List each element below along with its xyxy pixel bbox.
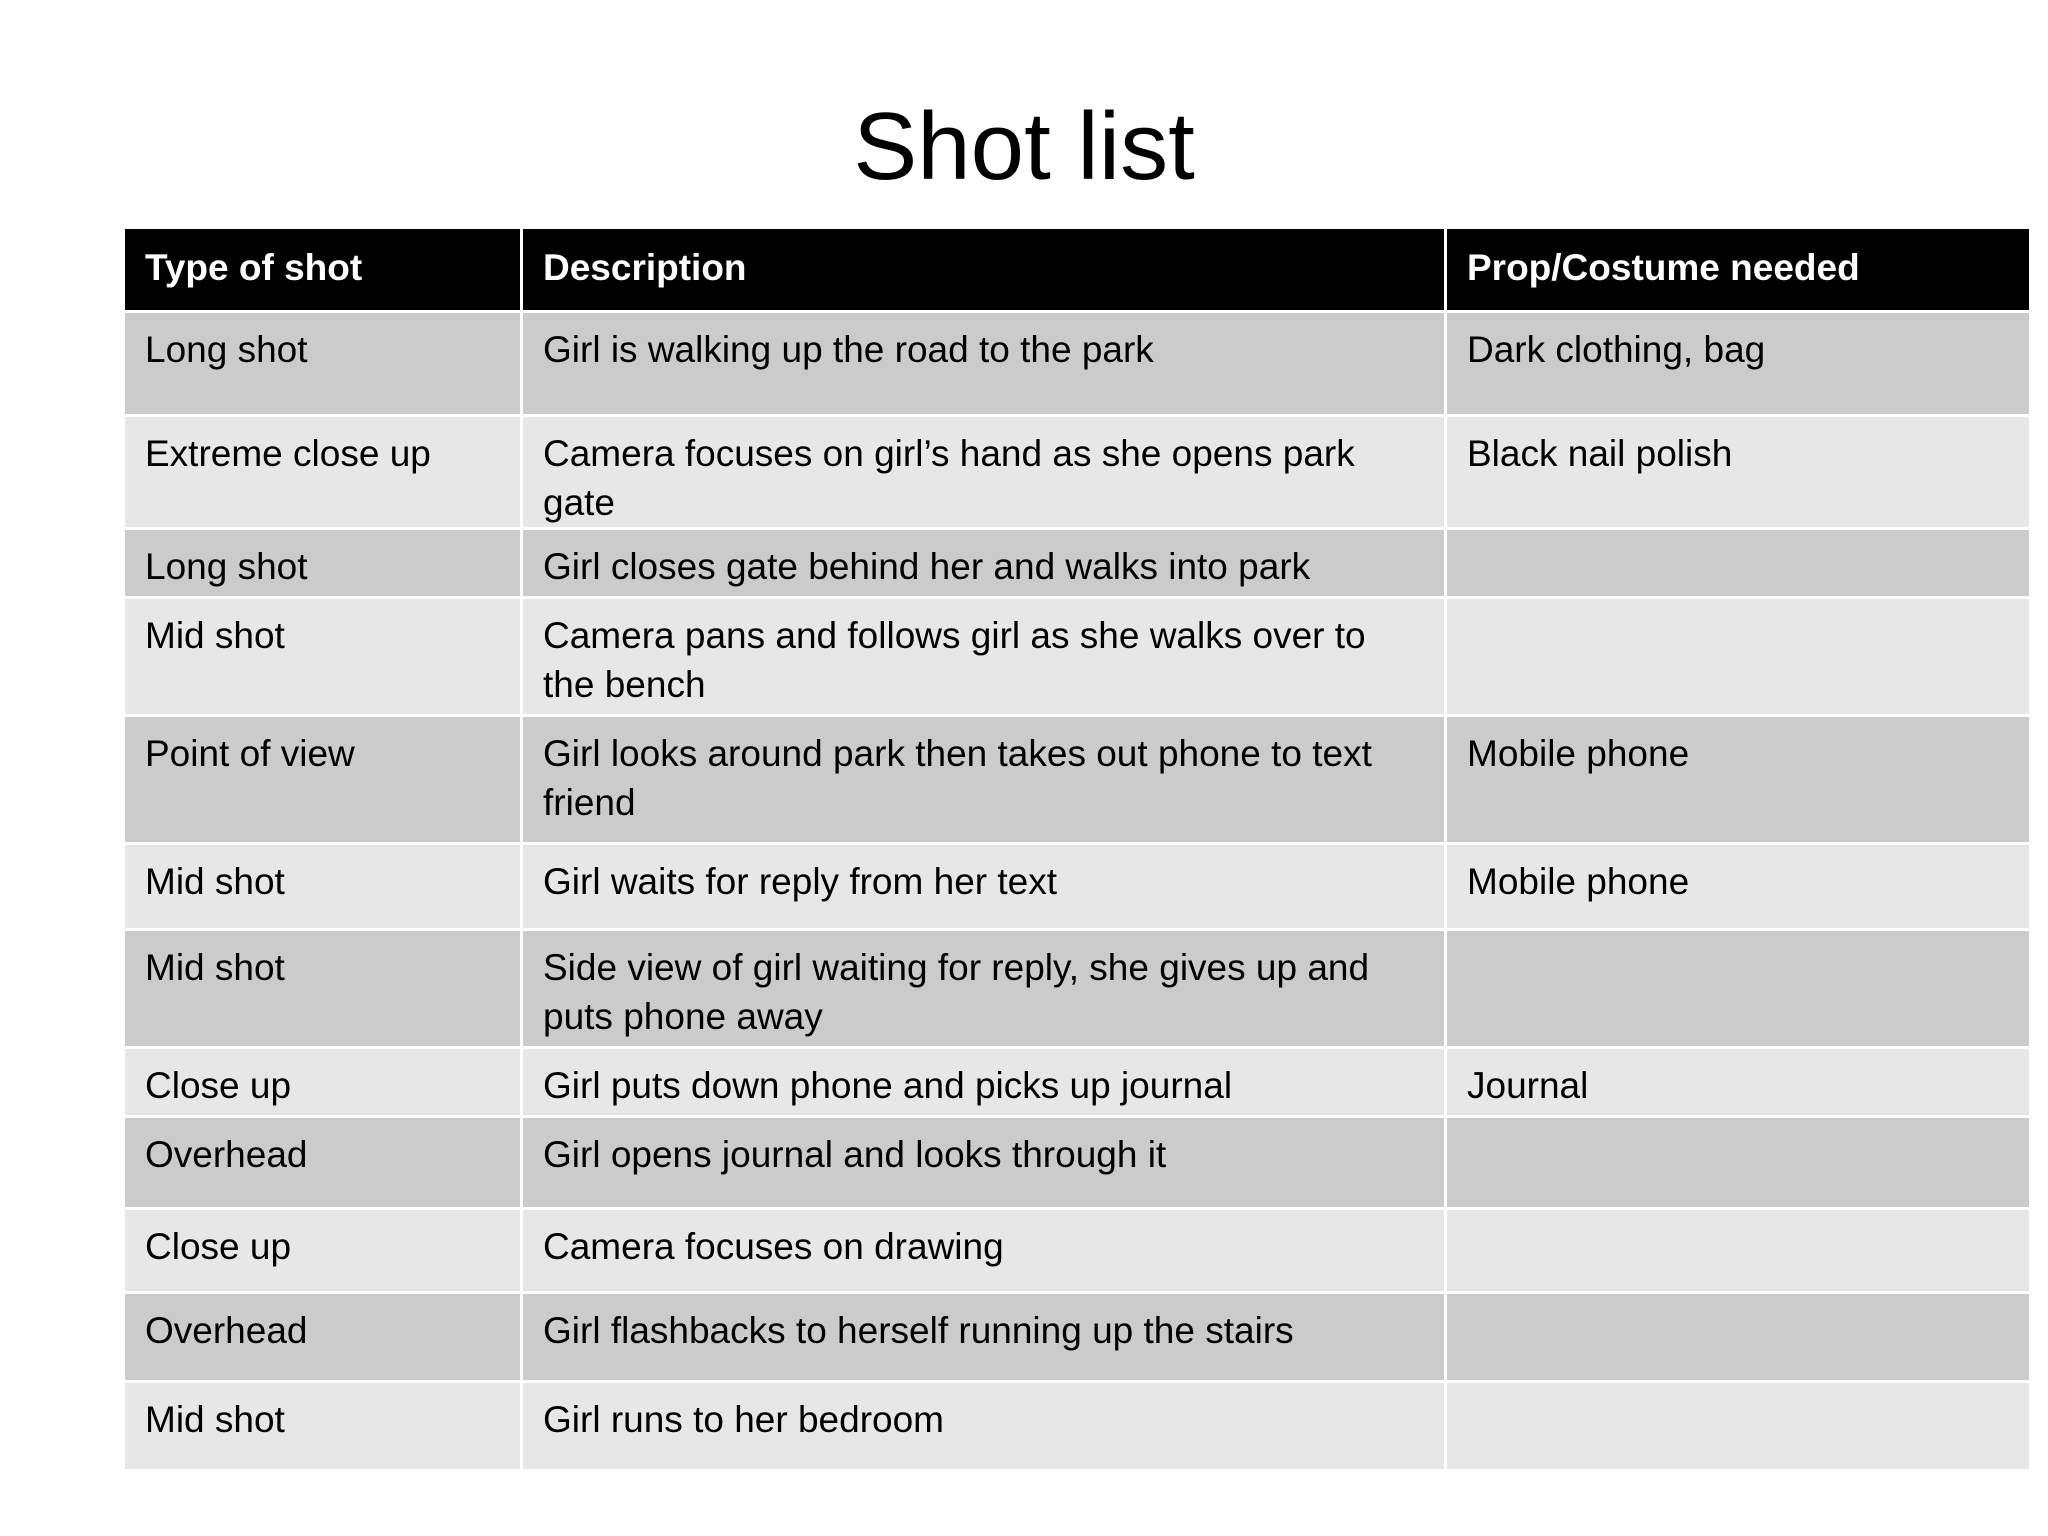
table-row [124,312,2031,416]
table-row [124,716,2031,844]
cell-description: Camera pans and follows girl as she walks over to the bench [522,598,1446,716]
table-row [124,1048,2031,1117]
cell-description: Camera focuses on drawing [522,1209,1446,1293]
column-header-type-of-shot: Type of shot [124,228,522,312]
cell-description: Girl opens journal and looks through it [522,1117,1446,1209]
cell-prop-costume: Dark clothing, bag [1446,312,2031,416]
cell-description: Girl looks around park then takes out phone to text friend [522,716,1446,844]
cell-prop-costume [1446,1293,2031,1382]
cell-type-of-shot: Mid shot [124,598,522,716]
cell-prop-costume [1446,1382,2031,1471]
shot-list-table [122,226,2032,1472]
cell-type-of-shot: Point of view [124,716,522,844]
column-header-prop-costume: Prop/Costume needed [1446,228,2031,312]
page-title: Shot list [853,93,1195,200]
cell-description: Girl flashbacks to herself running up the stairs [522,1293,1446,1382]
cell-type-of-shot: Long shot [124,529,522,598]
table-row [124,1382,2031,1471]
cell-type-of-shot: Overhead [124,1117,522,1209]
cell-prop-costume [1446,529,2031,598]
table-row [124,930,2031,1048]
cell-description: Camera focuses on girl’s hand as she opens park gate [522,416,1446,529]
cell-prop-costume [1446,1117,2031,1209]
cell-type-of-shot: Extreme close up [124,416,522,529]
cell-type-of-shot: Close up [124,1209,522,1293]
cell-description: Girl waits for reply from her text [522,844,1446,930]
table-row [124,1117,2031,1209]
table-row [124,598,2031,716]
cell-type-of-shot: Overhead [124,1293,522,1382]
cell-prop-costume [1446,930,2031,1048]
cell-type-of-shot: Close up [124,1048,522,1117]
table-row [124,844,2031,930]
cell-description: Girl puts down phone and picks up journal [522,1048,1446,1117]
cell-prop-costume: Mobile phone [1446,716,2031,844]
cell-prop-costume: Mobile phone [1446,844,2031,930]
cell-type-of-shot: Mid shot [124,844,522,930]
cell-type-of-shot: Mid shot [124,930,522,1048]
cell-prop-costume: Journal [1446,1048,2031,1117]
cell-description: Girl closes gate behind her and walks into park [522,529,1446,598]
table-row [124,1209,2031,1293]
cell-type-of-shot: Mid shot [124,1382,522,1471]
table-row [124,416,2031,529]
cell-description: Girl runs to her bedroom [522,1382,1446,1471]
table-row [124,1293,2031,1382]
cell-prop-costume: Black nail polish [1446,416,2031,529]
cell-type-of-shot: Long shot [124,312,522,416]
table-row [124,529,2031,598]
table-header-row [124,228,2031,312]
cell-description: Girl is walking up the road to the park [522,312,1446,416]
cell-prop-costume [1446,1209,2031,1293]
column-header-description: Description [522,228,1446,312]
cell-description: Side view of girl waiting for reply, she gives up and puts phone away [522,930,1446,1048]
cell-prop-costume [1446,598,2031,716]
